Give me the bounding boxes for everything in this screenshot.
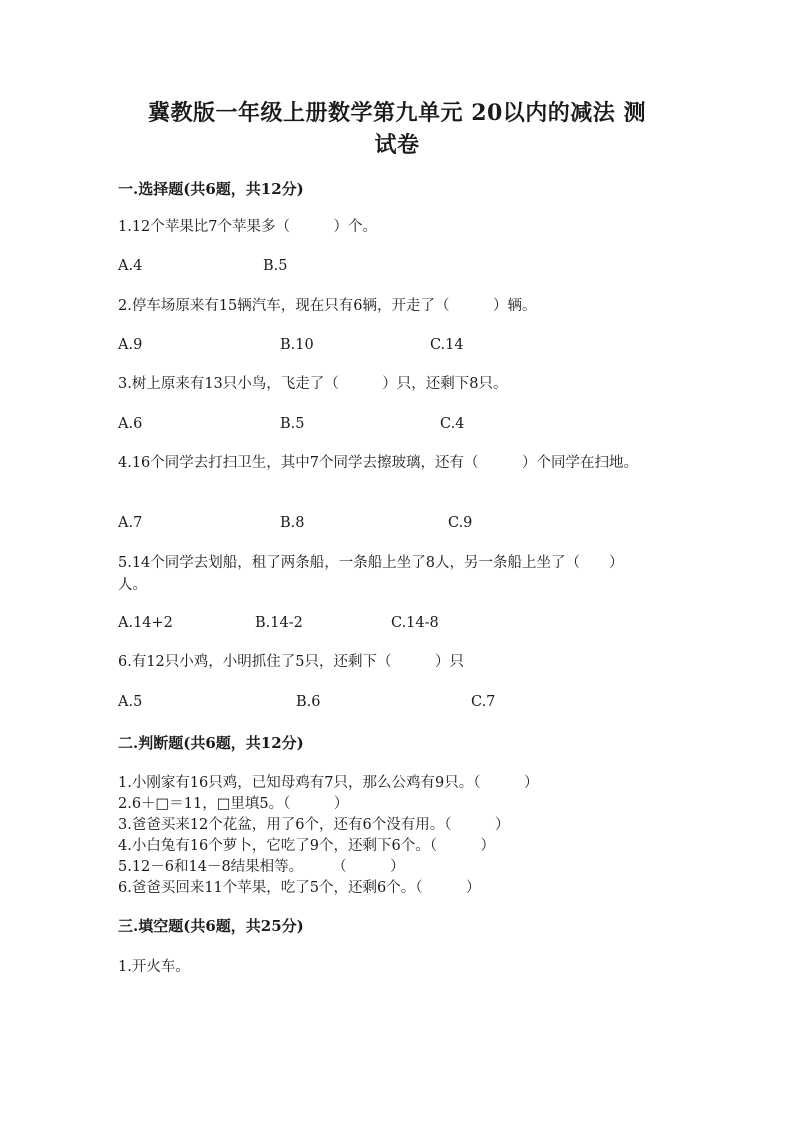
title-line-2: 试卷 [374,132,420,158]
question-2: 2.停车场原来有15辆汽车，现在只有6辆，开走了（ ）辆。 [118,298,537,314]
title-line-1: 冀教版一年级上册数学第九单元 20以内的减法 测 [148,100,646,126]
section-1-heading: 一.选择题(共6题，共12分) [118,180,304,198]
judge-item-2: 2.6＋□＝11，□里填5。（ ） [118,796,349,812]
q2-option-a: A.9 [118,337,143,353]
q2-option-c: C.14 [430,337,464,353]
q3-option-c: C.4 [440,416,465,432]
q1-option-a: A.4 [118,258,143,274]
section-3-heading: 三.填空题(共6题，共25分) [118,917,304,935]
fill-item-1: 1.开火车。 [118,959,190,975]
judge-item-5: 5.12－6和14－8结果相等。 （ ） [118,859,405,875]
q4-option-a: A.7 [118,515,143,531]
q6-option-c: C.7 [471,694,496,710]
q1-option-b: B.5 [263,258,288,274]
q5-option-c: C.14-8 [391,615,439,631]
q3-option-a: A.6 [118,416,143,432]
question-5: 5.14个同学去划船，租了两条船，一条船上坐了8人，另一条船上坐了（ ）人。 [118,555,624,593]
q5-option-a: A.14+2 [118,615,173,631]
judge-item-6: 6.爸爸买回来11个苹果，吃了5个，还剩6个。（ ） [118,880,481,896]
q3-option-b: B.5 [280,416,305,432]
q4-option-c: C.9 [448,515,473,531]
document-title [100,97,694,161]
question-3: 3.树上原来有13只小鸟，飞走了（ ）只，还剩下8只。 [118,376,508,392]
q6-option-b: B.6 [296,694,321,710]
q5-option-b: B.14-2 [255,615,303,631]
q6-option-a: A.5 [118,694,143,710]
q4-option-b: B.8 [280,515,305,531]
judge-item-1: 1.小刚家有16只鸡，已知母鸡有7只，那么公鸡有9只。（ ） [118,775,539,791]
judge-item-4: 4.小白兔有16个萝卜，它吃了9个，还剩下6个。（ ） [118,838,495,854]
question-6: 6.有12只小鸡，小明抓住了5只，还剩下（ ）只 [118,654,465,670]
q2-option-b: B.10 [280,337,314,353]
question-4: 4.16个同学去打扫卫生，其中7个同学去擦玻璃，还有（ ）个同学在扫地。 [118,455,639,471]
question-1: 1.12个苹果比7个苹果多（ ）个。 [118,219,378,235]
judge-item-3: 3.爸爸买来12个花盆，用了6个，还有6个没有用。（ ） [118,817,510,833]
section-2-heading: 二.判断题(共6题，共12分) [118,734,304,752]
